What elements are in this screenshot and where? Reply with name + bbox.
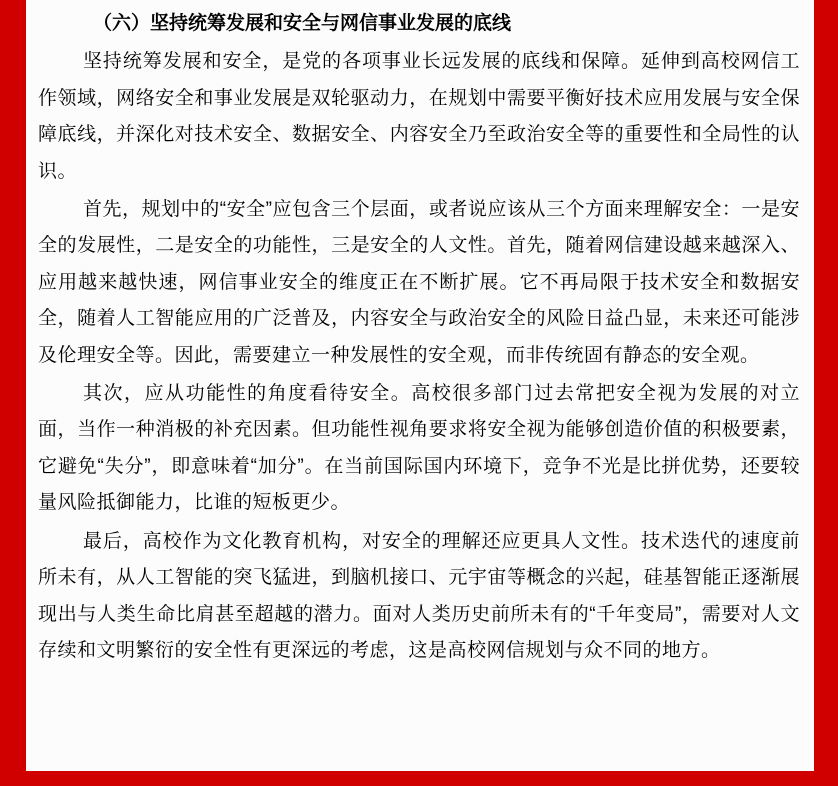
article-paragraph-2: 首先，规划中的“安全”应包含三个层面，或者说应该从三个方面来理解安全：一是安全的发展性，二是安全的功能性，三是安全的人文性。首先，随着网信建设越来越深入、应用越来越快速，网信事业安全的维度正在不断扩展。它不再局限于技术安全和数据安全，随着人工智能应用的广泛普及，内容安全与政治安全的风险日益凸显，未来还可能涉及伦理安全等。因此，需要建立一种发展性的安全观，而非传统固有静态的安全观。 <box>38 199 800 366</box>
article-paragraph-1: 坚持统筹发展和安全，是党的各项事业长远发展的底线和保障。延伸到高校网信工作领域，网络安全和事业发展是双轮驱动力，在规划中需要平衡好技术应用发展与安全保障底线，并深化对技术安全、数据安全、内容安全乃至政治安全等的重要性和全局性的认识。 <box>38 51 800 182</box>
right-accent-border <box>814 0 838 786</box>
left-accent-border <box>0 0 26 786</box>
article-body <box>38 6 800 669</box>
bottom-accent-bar <box>0 771 838 786</box>
section-heading: （六）坚持统筹发展和安全与网信事业发展的底线 <box>93 13 512 34</box>
article-paragraph-3: 其次，应从功能性的角度看待安全。高校很多部门过去常把安全视为发展的对立面，当作一种消极的补充因素。但功能性视角要求将安全视为能够创造价值的积极要素，它避免“失分”，即意味着“加分”。在当前国际国内环境下，竞争不光是比拼优势，还要较量风险抵御能力，比谁的短板更少。 <box>38 383 800 514</box>
article-paragraph-4: 最后，高校作为文化教育机构，对安全的理解还应更具人文性。技术迭代的速度前所未有，从人工智能的突飞猛进，到脑机接口、元宇宙等概念的兴起，硅基智能正逐渐展现出与人类生命比肩甚至超越的潜力。面对人类历史前所未有的“千年变局”，需要对人文存续和文明繁衍的安全性有更深远的考虑，这是高校网信规划与众不同的地方。 <box>38 530 800 661</box>
content-area <box>26 0 814 771</box>
